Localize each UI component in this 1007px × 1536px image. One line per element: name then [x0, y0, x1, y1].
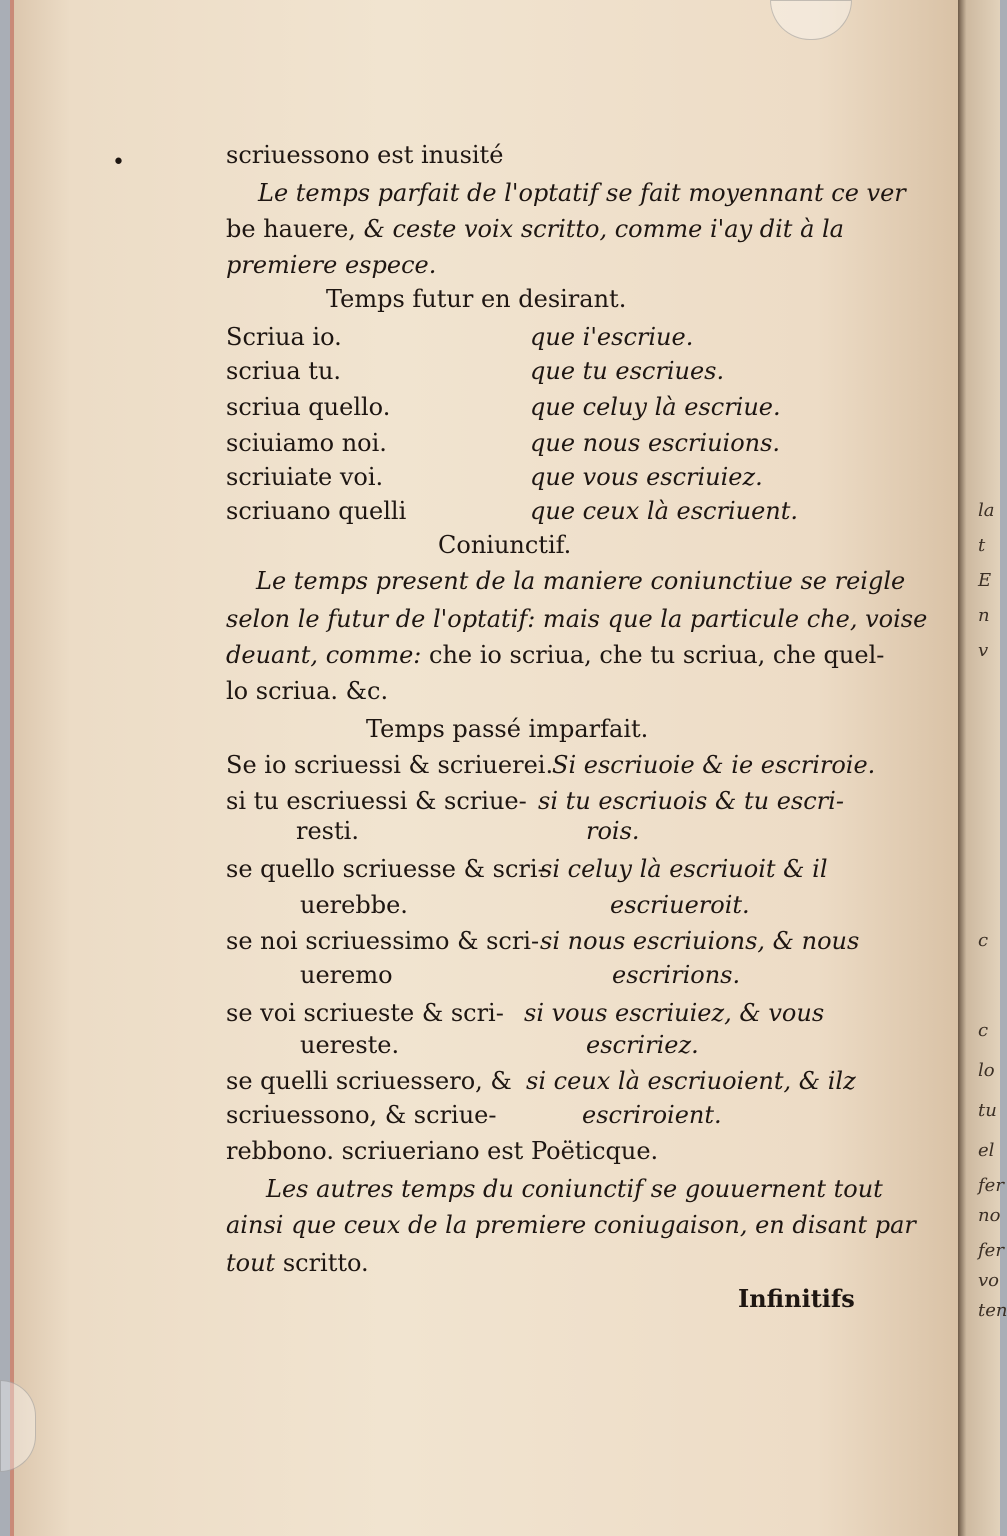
text-line: premiere espece. [226, 251, 437, 279]
text-line: selon le futur de l'optatif: mais que la particule che, voise [226, 605, 928, 633]
text-line: tout scritto. [226, 1249, 369, 1277]
facing-page-fragment: fer [978, 1240, 1004, 1261]
italian-form: se quelli scriuessero, & [226, 1067, 512, 1095]
italian-form: rebbono. scriueriano est Poëticque. [226, 1137, 659, 1165]
facing-page-fragment: E [978, 570, 992, 591]
french-form: si tu escriuois & tu escri- [538, 787, 844, 815]
catchword: Infinitifs [738, 1284, 855, 1313]
section-heading: Temps passé imparfait. [366, 715, 649, 743]
italian-form: scriua quello. [226, 393, 391, 421]
text-line: Le temps present de la maniere coniunctiue se reigle [256, 567, 906, 595]
french-form: si vous escriuiez, & vous [524, 999, 825, 1027]
french-form: si ceux là escriuoient, & ilz [526, 1067, 856, 1095]
text-line: ainsi que ceux de la premiere coniugaison, en disant par [226, 1211, 916, 1239]
text-line: lo scriua. &c. [226, 677, 389, 705]
text-line: be hauere, & ceste voix scritto, comme i'ay dit à la [226, 215, 844, 243]
italian-form: Scriua io. [226, 323, 342, 351]
facing-page-fragment: no [978, 1205, 1001, 1226]
text-line: Le temps parfait de l'optatif se fait moyennant ce ver [258, 179, 906, 207]
italian-form: scriuano quelli [226, 497, 407, 525]
facing-page-fragment: ten [978, 1300, 1007, 1321]
italian-form: uerebbe. [300, 891, 408, 919]
text-line: deuant, comme: che io scriua, che tu scriua, che quel- [226, 641, 885, 669]
facing-page-fragment: el [978, 1140, 995, 1161]
italian-form: se quello scriuesse & scri- [226, 855, 546, 883]
french-form: escriueroit. [610, 891, 750, 919]
french-form: rois. [586, 817, 640, 845]
french-form: que i'escriue. [530, 323, 694, 351]
facing-page-fragment: la [978, 500, 995, 521]
italian-form: sciuiamo noi. [226, 429, 387, 457]
italian-form: resti. [296, 817, 359, 845]
facing-page-fragment: v [978, 640, 989, 661]
french-form: Si escriuoie & ie escriroie. [552, 751, 876, 779]
facing-page-fragment: c [978, 1020, 989, 1041]
text-line: scriuessono est inusité [226, 141, 504, 169]
italian-form: scriuessono, & scriue- [226, 1101, 497, 1129]
french-form: si celuy là escriuoit & il [540, 855, 828, 883]
margin-mark: • [112, 150, 125, 175]
french-form: que celuy là escriue. [530, 393, 781, 421]
italian-form: scriua tu. [226, 357, 342, 385]
french-form: que nous escriuions. [530, 429, 781, 457]
italian-form: Se io scriuessi & scriuerei. [226, 751, 554, 779]
facing-page-fragment: c [978, 930, 989, 951]
french-form: que ceux là escriuent. [530, 497, 799, 525]
french-form: que vous escriuiez. [530, 463, 763, 491]
french-form: si nous escriuions, & nous [540, 927, 860, 955]
section-heading: Temps futur en desirant. [326, 285, 627, 313]
italian-form: scriuiate voi. [226, 463, 384, 491]
french-form: escriroient. [582, 1101, 722, 1129]
facing-page-fragment: t [978, 535, 986, 556]
facing-page-fragment: tu [978, 1100, 997, 1121]
french-form: que tu escriues. [530, 357, 725, 385]
facing-page-fragment: fer [978, 1175, 1004, 1196]
facing-page-fragment: vo [978, 1270, 1000, 1291]
section-heading: Coniunctif. [438, 531, 572, 559]
facing-page-fragment: lo [978, 1060, 995, 1081]
text-line: Les autres temps du coniunctif se gouuernent tout [266, 1175, 883, 1203]
facing-page-fragment: n [978, 605, 990, 626]
french-form: escririons. [612, 961, 741, 989]
french-form: escririez. [586, 1031, 699, 1059]
italian-form: ueremo [300, 961, 393, 989]
italian-form: se noi scriuessimo & scri- [226, 927, 540, 955]
italian-form: si tu escriuessi & scriue- [226, 787, 527, 815]
italian-form: uereste. [300, 1031, 400, 1059]
italian-form: se voi scriueste & scri- [226, 999, 504, 1027]
